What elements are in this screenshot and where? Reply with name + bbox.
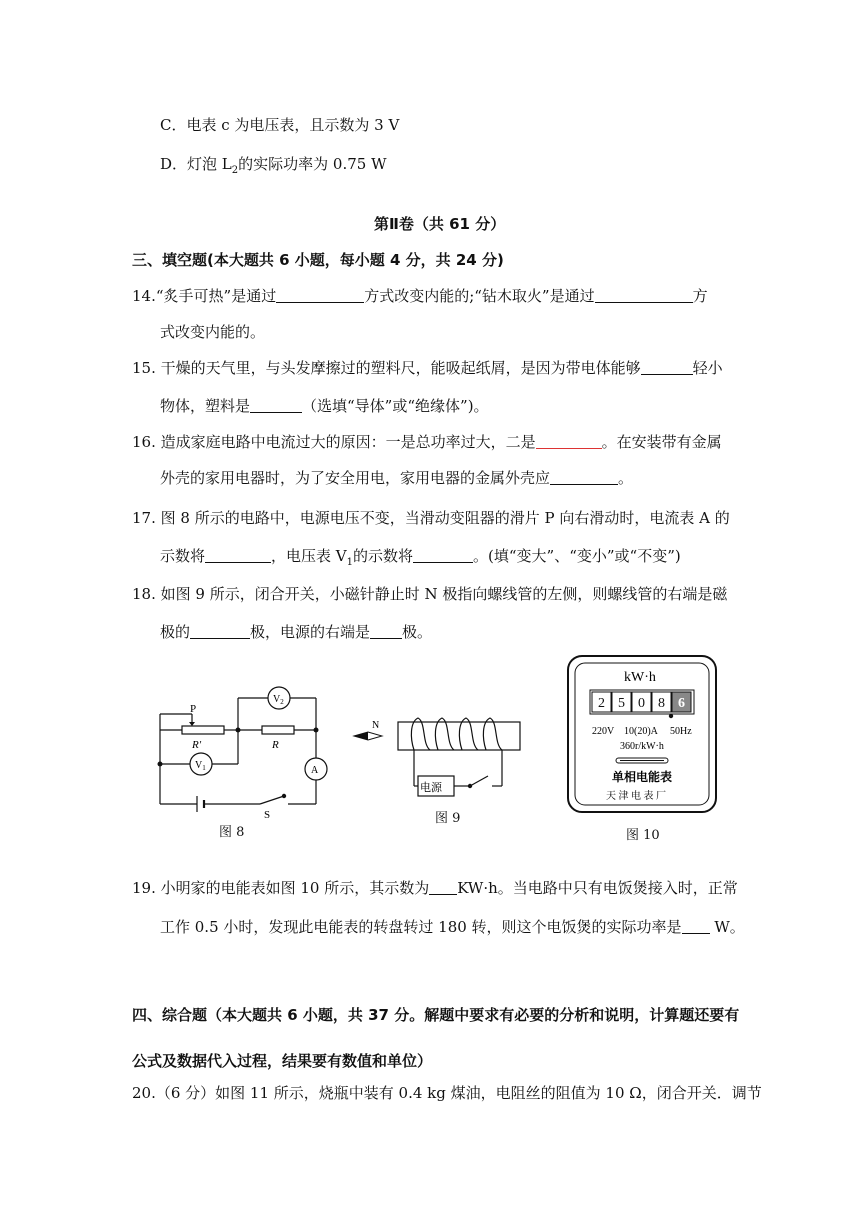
fig10-digit: 5 (618, 696, 625, 711)
question-19-line1 (132, 877, 738, 898)
question-16-line2 (160, 467, 633, 488)
fig8-label-rprime: R′ (192, 739, 202, 751)
fig10-digit: 0 (638, 696, 645, 711)
q16-text-d: 。 (618, 469, 634, 487)
fig10-spec-voltage: 220V (592, 726, 615, 737)
q19-text-d: W。 (714, 918, 745, 936)
section-4-title: 四、综合题（本大题共 6 小题，共 37 分。解题中要求有必要的分析和说明，计算题还要有 (132, 1006, 740, 1024)
fig10-digit: 6 (678, 696, 685, 711)
section-4-title-cont: 公式及数据代入过程，结果要有数值和单位） (132, 1052, 433, 1070)
fig10-digit: 2 (598, 696, 605, 711)
q17-text-c: ，电压表 V (271, 547, 347, 565)
q17-blank-1[interactable] (205, 547, 271, 563)
option-d-pre: D．灯泡 L (160, 155, 232, 173)
question-18-line2 (160, 621, 432, 642)
fig10-digit: 8 (658, 696, 665, 711)
q19-text-a: 19. 小明家的电能表如图 10 所示，其示数为 (132, 879, 430, 897)
question-15-line2 (160, 395, 489, 416)
q18-text-c: 极，电源的右端是 (250, 623, 371, 641)
fig8-label-r: R (272, 739, 279, 751)
section-3-title: 三、填空题(本大题共 6 小题，每小题 4 分，共 24 分) (132, 251, 504, 269)
figure-9-caption: 图 9 (435, 811, 461, 826)
question-16-line1 (132, 431, 722, 452)
fig8-label-s: S (264, 809, 271, 821)
q19-blank-2[interactable] (682, 918, 710, 934)
fig8-label-p: P (190, 703, 197, 715)
option-d-sub: 2 (231, 165, 239, 176)
figure-9-solenoid (352, 714, 532, 806)
fig8-label-a: A (311, 765, 319, 776)
q18-blank-2[interactable] (370, 623, 402, 639)
fig8-label-v1: $V_1$ (195, 760, 206, 772)
q16-text-a: 16. 造成家庭电路中电流过大的原因：一是总功率过大，二是 (132, 433, 536, 451)
fig10-rate: 360r/kW·h (620, 741, 664, 752)
fig10-digits (592, 692, 691, 712)
q14-text-c: 方 (692, 287, 708, 305)
q17-sub: 1 (346, 557, 353, 568)
q16-blank-1[interactable] (536, 433, 602, 449)
q15-blank-2[interactable] (250, 397, 302, 413)
option-d-post: 的实际功率为 0.75 W (238, 155, 387, 173)
q15-text-d: （选填“导体”或“绝缘体”)。 (302, 397, 489, 415)
question-20-line1: 20.（6 分）如图 11 所示，烧瓶中装有 0.4 kg 煤油，电阻丝的阻值为 10 Ω，闭合开关．调节 (132, 1084, 762, 1102)
figure-10-caption: 图 10 (626, 828, 660, 843)
q17-text-e: 。(填“变大”、“变小”或“不变”) (473, 547, 681, 565)
section-2-title: 第Ⅱ卷（共 61 分） (374, 215, 506, 233)
q19-text-c: 工作 0.5 小时，发现此电能表的转盘转过 180 转，则这个电饭煲的实际功率是 (160, 918, 682, 936)
fig10-spec-current: 10(20)A (624, 726, 658, 737)
option-d (160, 153, 387, 176)
figure-8-caption: 图 8 (219, 825, 245, 840)
fig8-label-v2: $V_2$ (273, 694, 284, 706)
fig9-label-n: N (372, 720, 380, 731)
question-14-line1 (132, 285, 708, 306)
q16-blank-2[interactable] (550, 469, 618, 485)
q17-blank-2[interactable] (413, 547, 473, 563)
question-18-line1: 18. 如图 9 所示，闭合开关，小磁针静止时 N 极指向螺线管的左侧，则螺线管的右端是磁 (132, 585, 728, 603)
question-19-line2 (160, 916, 745, 937)
figure-10-meter (566, 654, 718, 814)
q14-text-a: 14.“炙手可热”是通过 (132, 287, 277, 305)
q15-text-a: 15. 干燥的天气里，与头发摩擦过的塑料尺，能吸起纸屑，是因为带电体能够 (132, 359, 641, 377)
fig10-unit: kW·h (624, 670, 656, 685)
question-15-line1 (132, 357, 723, 378)
q18-text-b: 极的 (160, 623, 191, 641)
fig9-label-source: 电源 (420, 782, 442, 794)
q15-text-b: 轻小 (692, 359, 723, 377)
question-14-line2: 式改变内能的。 (160, 323, 266, 341)
q15-text-c: 物体，塑料是 (160, 397, 251, 415)
fig10-maker: 天 津 电 表 厂 (606, 791, 666, 802)
q14-text-b: 方式改变内能的;“钻木取火”是通过 (364, 287, 595, 305)
q19-blank-1[interactable] (429, 879, 457, 895)
q14-blank-2[interactable] (595, 287, 693, 303)
q16-text-c: 外壳的家用电器时，为了安全用电，家用电器的金属外壳应 (160, 469, 551, 487)
fig10-name: 单相电能表 (612, 770, 673, 784)
fig10-spec-frequency: 50Hz (670, 726, 692, 737)
q17-text-b: 示数将 (160, 547, 206, 565)
q17-text-d: 的示数将 (353, 547, 414, 565)
q19-text-b: KW·h。当电路中只有电饭煲接入时，正常 (457, 879, 738, 897)
question-17-line2 (160, 545, 681, 568)
question-17-line1: 17. 图 8 所示的电路中，电源电压不变，当滑动变阻器的滑片 P 向右滑动时，电流表 A 的 (132, 509, 730, 527)
figure-8-circuit (152, 684, 332, 821)
q16-text-b: 。在安装带有金属 (601, 433, 722, 451)
q14-blank-1[interactable] (276, 287, 364, 303)
option-c: C．电表 c 为电压表，且示数为 3 V (160, 116, 400, 134)
q18-text-d: 极。 (402, 623, 433, 641)
q15-blank-1[interactable] (641, 359, 693, 375)
q18-blank-1[interactable] (190, 623, 250, 639)
